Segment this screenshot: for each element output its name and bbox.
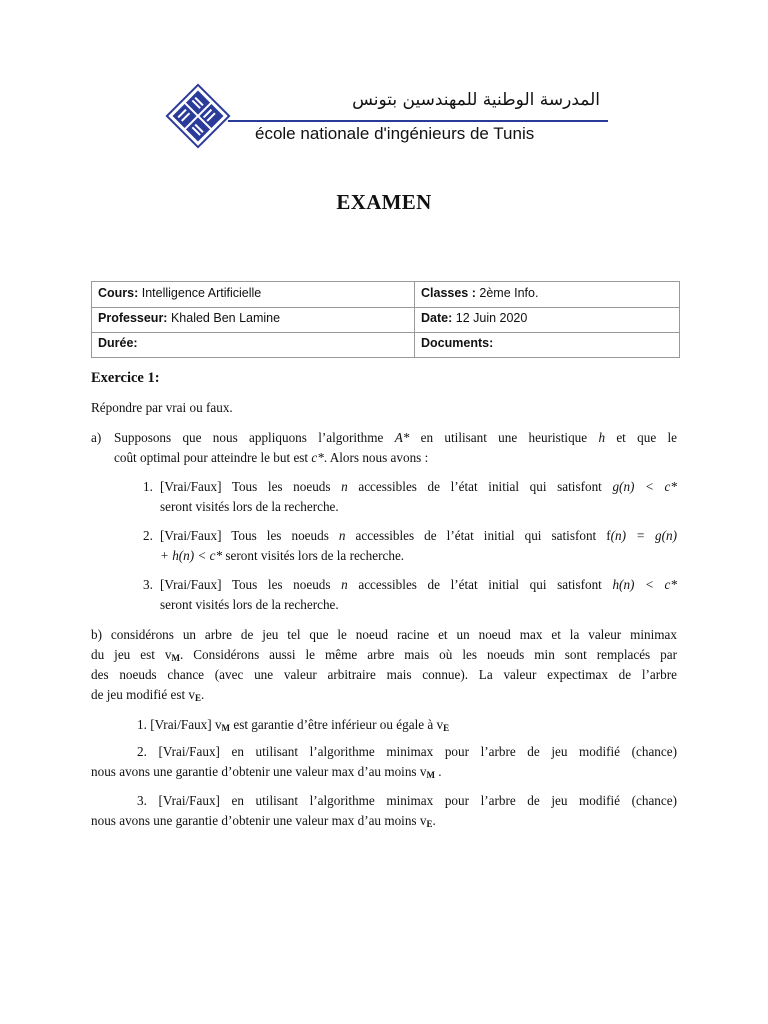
part-b-line4: de jeu modifié est $v_E$. <box>91 687 205 703</box>
classes-cell <box>421 282 538 306</box>
school-name: école nationale d'ingénieurs de Tunis <box>255 124 535 143</box>
part-b-line3: des noeuds chance (avec une valeur arbitraire mais connue). La valeur expectimax de l’arbre <box>91 667 677 682</box>
part-b-line1: b) considérons un arbre de jeu tel que le noeud racine et un noeud max et la valeur minimax <box>91 627 677 642</box>
item-b3-line2: nous avons une garantie d’obtenir une valeur max d’au moins $v_E$. <box>91 813 436 829</box>
part-b-line2: du jeu est $v_M$. Considérons aussi le même arbre mais où les noeuds min sont remplacés par <box>91 647 678 663</box>
a-star-symbol: A* <box>394 430 410 445</box>
table-divider <box>414 282 415 357</box>
item-number: 2. <box>143 528 153 543</box>
course-value: Intelligence Artificielle <box>138 286 262 300</box>
part-a-line1: Supposons que nous appliquons l’algorithme A* en utilisant une heuristique h et que le <box>114 430 678 445</box>
documents-label: Documents: <box>421 336 494 350</box>
enit-logo <box>164 82 232 150</box>
course-cell <box>98 282 261 306</box>
item-a1-line1: [Vrai/Faux] Tous les noeuds n accessibles de l’état initial qui satisfont g(n) < c* <box>160 479 677 494</box>
duration-cell <box>98 332 138 356</box>
item-a3-line2: seront visités lors de la recherche. <box>160 597 339 612</box>
date-value: 12 Juin 2020 <box>452 311 528 325</box>
date-cell <box>421 307 527 331</box>
exercise-heading: Exercice 1: <box>91 370 160 386</box>
item-a2-line1: [Vrai/Faux] Tous les noeuds n accessibles de l’état initial qui satisfont f(n) = g(n) <box>160 528 678 543</box>
professor-label: Professeur: <box>98 311 168 325</box>
item-a3-line1: [Vrai/Faux] Tous les noeuds n accessibles de l’état initial qui satisfont h(n) < c* <box>160 577 677 592</box>
item-b2-line2: nous avons une garantie d’obtenir une valeur max d’au moins $v_M$ . <box>91 764 442 780</box>
part-a-label: a) <box>91 430 102 445</box>
professor-cell <box>98 307 280 331</box>
document-title: EXAMEN <box>336 190 432 214</box>
exercise-instruction: Répondre par vrai ou faux. <box>91 400 233 415</box>
item-b1: 1. [Vrai/Faux] $v_M$ est garantie d’être inférieur ou égale à $v_E$ <box>137 717 450 733</box>
item-b2-line1: 2. [Vrai/Faux] en utilisant l’algorithme minimax pour l’arbre de jeu modifié (chance) <box>137 744 677 759</box>
course-label: Cours: <box>98 286 139 300</box>
item-b3-line1: 3. [Vrai/Faux] en utilisant l’algorithme minimax pour l’arbre de jeu modifié (chance) <box>137 793 677 808</box>
table-divider <box>92 332 679 333</box>
classes-label: Classes : <box>421 286 476 300</box>
item-number: 3. <box>143 577 153 592</box>
professor-value: Khaled Ben Lamine <box>167 311 281 325</box>
duration-label: Durée: <box>98 336 138 350</box>
course-info-table <box>91 281 680 358</box>
item-number: 1. <box>143 479 153 494</box>
date-label: Date: <box>421 311 453 325</box>
item-a2-line2: + h(n) < c* seront visités lors de la recherche. <box>160 548 405 563</box>
part-a-line2: coût optimal pour atteindre le but est c*. Alors nous avons : <box>114 450 429 465</box>
item-a1-line2: seront visités lors de la recherche. <box>160 499 339 514</box>
school-name-arabic: المدرسة الوطنية للمهندسين بتونس <box>352 90 600 110</box>
documents-cell <box>421 332 493 356</box>
classes-value: 2ème Info. <box>475 286 539 300</box>
header-rule <box>228 120 608 122</box>
